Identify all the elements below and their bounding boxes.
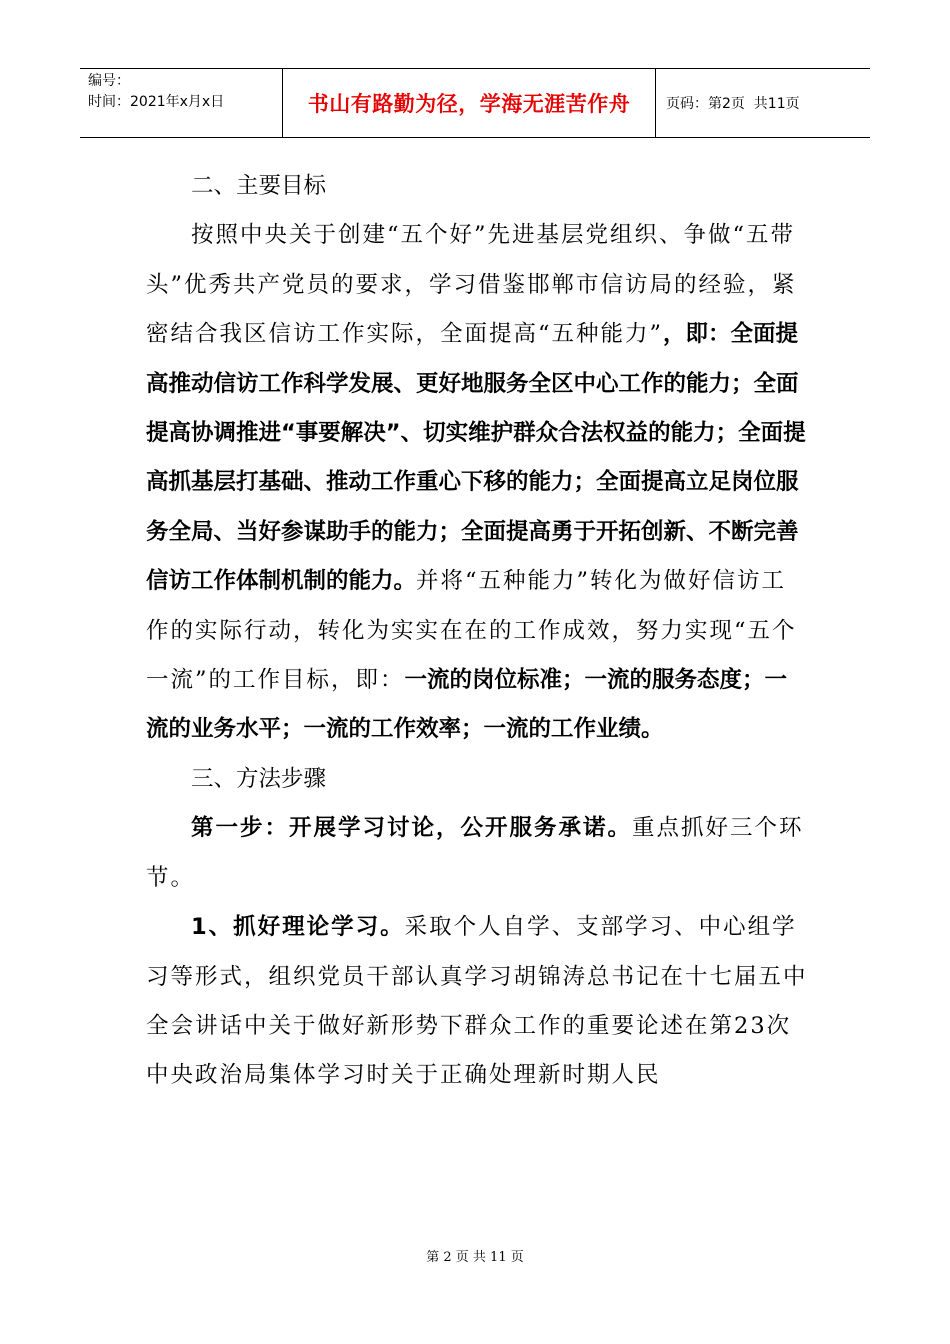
paragraph-goals-first-class: 一流的岗位标准；一流的服务态度；一流的业务水平；一流的工作效率；一流的工作业绩。 bbox=[146, 667, 788, 743]
document-body bbox=[146, 162, 808, 1101]
paragraph-item1 bbox=[146, 903, 808, 1101]
header-meta bbox=[80, 69, 282, 137]
header-page-info: 页码：第2页 共11页 bbox=[666, 96, 800, 112]
section-heading-goals: 二、主要目标 bbox=[191, 173, 327, 199]
step1-text: 重点抓好三个环节。 bbox=[146, 815, 804, 891]
item1-text: 采取个人自学、支部学习、中心组学习等形式，组织党员干部认真学习胡锦涛总书记在十七届五中全会讲话中关于做好新形势下群众工作的重要论述在第23次中央政治局集体学习时关于正确处理新时期人民 bbox=[146, 914, 808, 1089]
paragraph-goals-intro: 按照中央关于创建“五个好”先进基层党组织、争做“五带头”优秀共产党员的要求，学习借鉴邯郸市信访局的经验，紧密结合我区信访工作实际，全面提高“五种能力” bbox=[146, 222, 797, 348]
paragraph-goals bbox=[146, 211, 808, 754]
paragraph-goals-transform: 并将“五种能力”转化为做好信访工作的实际行动，转化为实实在在的工作成效，努力实现“五个一流”的工作目标，即： bbox=[146, 568, 797, 694]
doc-time-label: 时间：2021年x月x日 bbox=[88, 94, 225, 110]
paragraph-step1 bbox=[146, 804, 808, 903]
page-footer: 第 2 页 共 11 页 bbox=[426, 1250, 524, 1265]
section-heading-steps: 三、方法步骤 bbox=[191, 765, 327, 792]
header-motto: 书山有路勤为径，学海无涯苦作舟 bbox=[282, 69, 656, 137]
page-header bbox=[80, 68, 870, 138]
item1-title: 1、抓好理论学习。 bbox=[191, 914, 405, 941]
doc-number-label: 编号： bbox=[88, 73, 130, 89]
paragraph-goals-abilities: ，即：全面提高推动信访工作科学发展、更好地服务全区中心工作的能力；全面提高协调推进“事要解决”、切实维护群众合法权益的能力；全面提高抓基层打基础、推动工作重心下移的能力；全面提高立足岗位服务全局、当好参谋助手的能力；全面提高勇于开拓创新、不断完善信访工作体制机制的能力。 bbox=[146, 321, 806, 595]
step1-title: 第一步：开展学习讨论，公开服务承诺。 bbox=[191, 815, 633, 842]
